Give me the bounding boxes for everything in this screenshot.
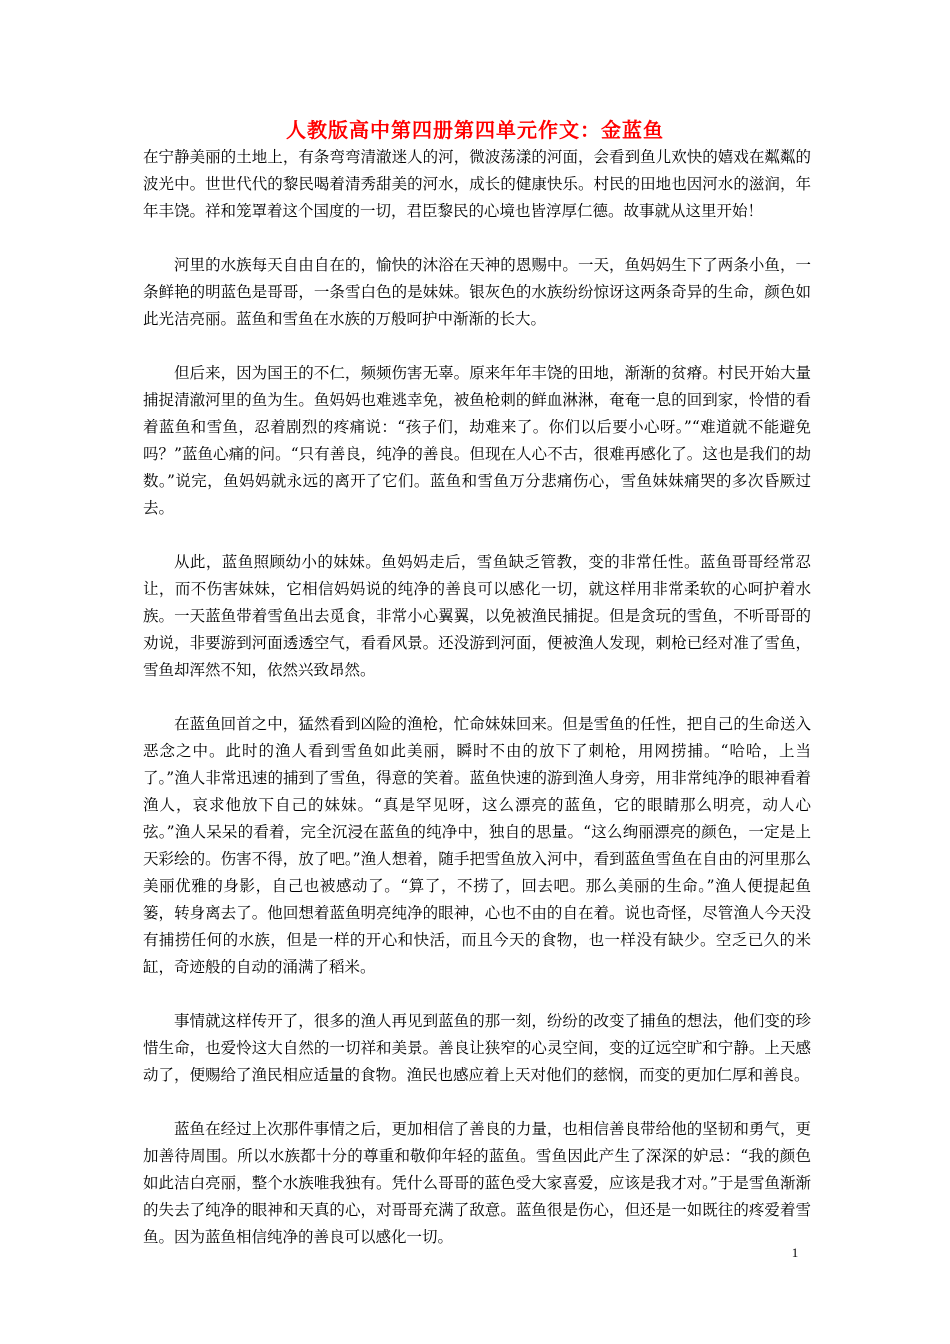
paragraph: 事情就这样传开了，很多的渔人再见到蓝鱼的那一刻，纷纷的改变了捕鱼的想法，他们变的珍惜生命，也爱怜这大自然的一切祥和美景。善良让狭窄的心灵空间，变的辽远空旷和宁静。上天感动了，便赐给了渔民相应适量的食物。渔民也感应着上天对他们的慈悯，而变的更加仁厚和善良。 [143,1012,811,1084]
page-number: 1 [791,1245,799,1260]
document-title: 人教版高中第四册第四单元作文：金蓝鱼 [286,118,664,142]
paragraph: 但后来，因为国王的不仁，频频伤害无辜。原来年年丰饶的田地，渐渐的贫瘠。村民开始大量捕捉清澈河里的鱼为生。鱼妈妈也难逃幸免，被鱼枪刺的鲜血淋淋，奄奄一息的回到家，怜惜的看着蓝鱼和雪鱼，忍着剧烈的疼痛说：“孩子们，劫难来了。你们以后要小心呀。”“难道就不能避免吗？”蓝鱼心痛的问。“只有善良，纯净的善良。但现在人心不古，很难再感化了。这也是我们的劫数。”说完，鱼妈妈就永远的离开了它们。蓝鱼和雪鱼万分悲痛伤心，雪鱼妹妹痛哭的多次昏厥过去。 [143,364,811,517]
paragraph: 蓝鱼在经过上次那件事情之后，更加相信了善良的力量，也相信善良带给他的坚韧和勇气，更加善待周围。所以水族都十分的尊重和敬仰年轻的蓝鱼。雪鱼因此产生了深深的妒忌：“我的颜色如此洁白亮丽，整个水族唯我独有。凭什么哥哥的蓝色受大家喜爱，应该是我才对。”于是雪鱼渐渐的失去了纯净的眼神和天真的心，对哥哥充满了敌意。蓝鱼很是伤心，但还是一如既往的疼爱着雪鱼。因为蓝鱼相信纯净的善良可以感化一切。 [143,1120,811,1246]
paragraph: 从此，蓝鱼照顾幼小的妹妹。鱼妈妈走后，雪鱼缺乏管教，变的非常任性。蓝鱼哥哥经常忍让，而不伤害妹妹，它相信妈妈说的纯净的善良可以感化一切，就这样用非常柔软的心呵护着水族。一天蓝鱼带着雪鱼出去觅食，非常小心翼翼，以免被渔民捕捉。但是贪玩的雪鱼，不听哥哥的劝说，非要游到河面透透空气，看看风景。还没游到河面，便被渔人发现，刺枪已经对准了雪鱼，雪鱼却浑然不知，依然兴致昂然。 [143,553,811,679]
paragraph: 河里的水族每天自由自在的，愉快的沐浴在天神的恩赐中。一天，鱼妈妈生下了两条小鱼，一条鲜艳的明蓝色是哥哥，一条雪白色的是妹妹。银灰色的水族纷纷惊讶这两条奇异的生命，颜色如此光洁亮丽。蓝鱼和雪鱼在水族的万般呵护中渐渐的长大。 [143,256,811,328]
paragraph: 在宁静美丽的土地上，有条弯弯清澈迷人的河，微波荡漾的河面，会看到鱼儿欢快的嬉戏在粼粼的波光中。世世代代的黎民喝着清秀甜美的河水，成长的健康快乐。村民的田地也因河水的滋润，年年丰饶。祥和笼罩着这个国度的一切，君臣黎民的心境也皆淳厚仁德。故事就从这里开始！ [143,148,811,220]
document-body [143,144,811,1278]
paragraph: 在蓝鱼回首之中，猛然看到凶险的渔枪，忙命妹妹回来。但是雪鱼的任性，把自己的生命送入恶念之中。此时的渔人看到雪鱼如此美丽，瞬时不由的放下了刺枪，用网捞捕。“哈哈，上当了。”渔人非常迅速的捕到了雪鱼，得意的笑着。蓝鱼快速的游到渔人身旁，用非常纯净的眼神看着渔人，哀求他放下自己的妹妹。“真是罕见呀，这么漂亮的蓝鱼，它的眼睛那么明亮，动人心弦。”渔人呆呆的看着，完全沉浸在蓝鱼的纯净中，独自的思量。“这么绚丽漂亮的颜色，一定是上天彩绘的。伤害不得，放了吧。”渔人想着，随手把雪鱼放入河中，看到蓝鱼雪鱼在自由的河里那么美丽优雅的身影，自己也被感动了。“算了，不捞了，回去吧。那么美丽的生命。”渔人便提起鱼篓，转身离去了。他回想着蓝鱼明亮纯净的眼神，心也不由的自在着。说也奇怪，尽管渔人今天没有捕捞任何的水族，但是一样的开心和快活，而且今天的食物，也一样没有缺少。空乏已久的米缸，奇迹般的自动的涌满了稻米。 [143,715,811,976]
